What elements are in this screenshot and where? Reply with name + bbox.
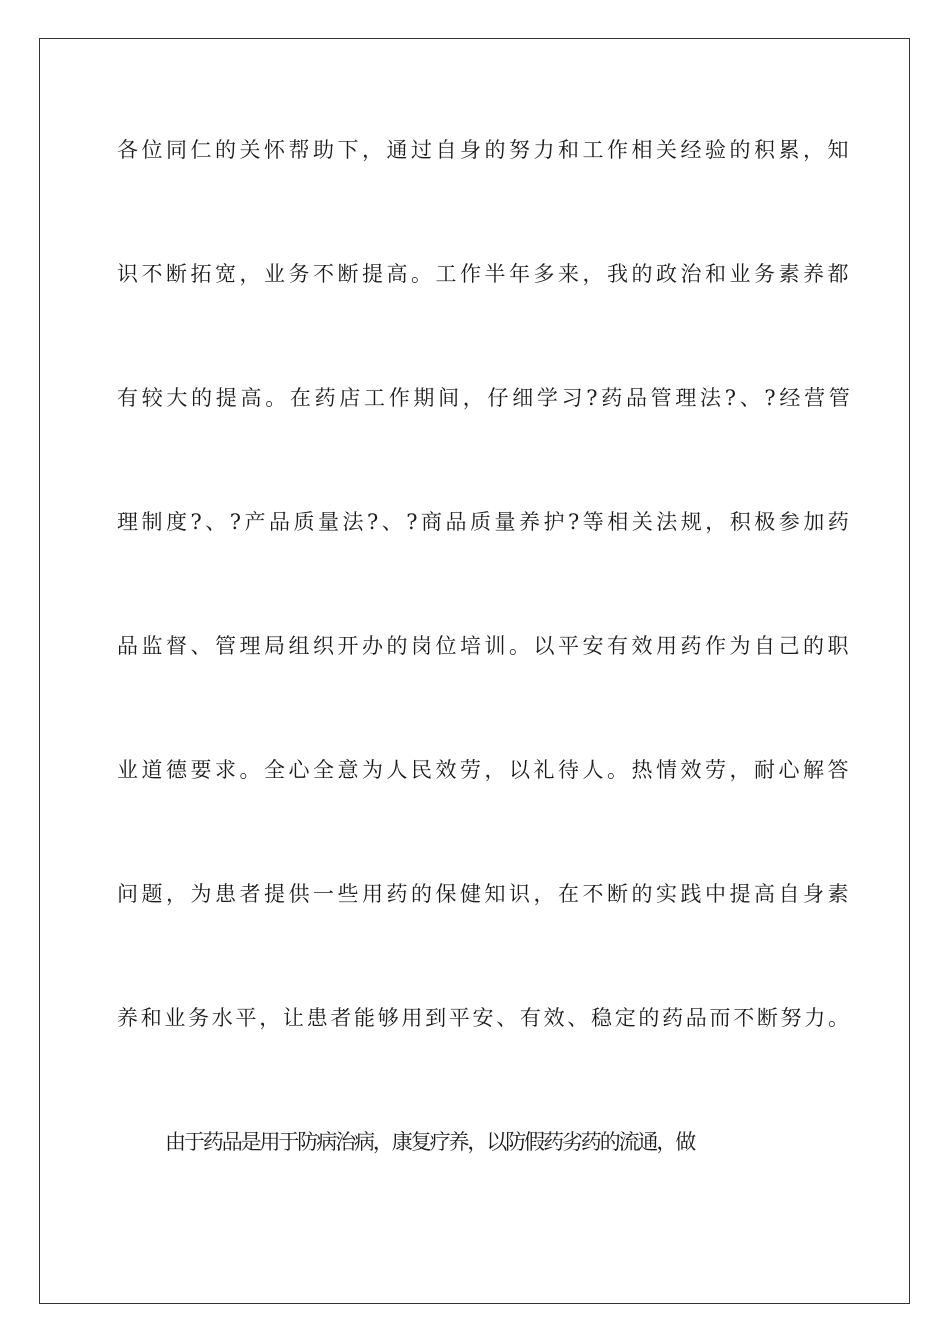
paragraph-line-2: 识不断拓宽，业务不断提高。工作半年多来，我的政治和业务素养都: [117, 262, 852, 286]
page-border: [39, 38, 910, 1304]
paragraph-line-8: 养和业务水平，让患者能够用到平安、有效、稳定的药品而不断努力。: [117, 1006, 852, 1030]
paragraph-line-5: 品监督、管理局组织开办的岗位培训。以平安有效用药作为自己的职: [117, 634, 852, 658]
paragraph-line-4: 理制度?、?产品质量法?、?商品质量养护?等相关法规，积极参加药: [117, 510, 853, 534]
paragraph-line-1: 各位同仁的关怀帮助下，通过自身的努力和工作相关经验的积累，知: [117, 138, 852, 162]
paragraph-line-3: 有较大的提高。在药店工作期间，仔细学习?药品管理法?、?经营管: [117, 386, 854, 410]
paragraph-line-7: 问题，为患者提供一些用药的保健知识，在不断的实践中提高自身素: [117, 882, 852, 906]
paragraph-line-6: 业道德要求。全心全意为人民效劳，以礼待人。热情效劳，耐心解答: [117, 758, 852, 782]
paragraph-2-line-1: 由于药品是用于防病治病，康复疗养，以防假药劣药的流通，做: [165, 1130, 695, 1154]
